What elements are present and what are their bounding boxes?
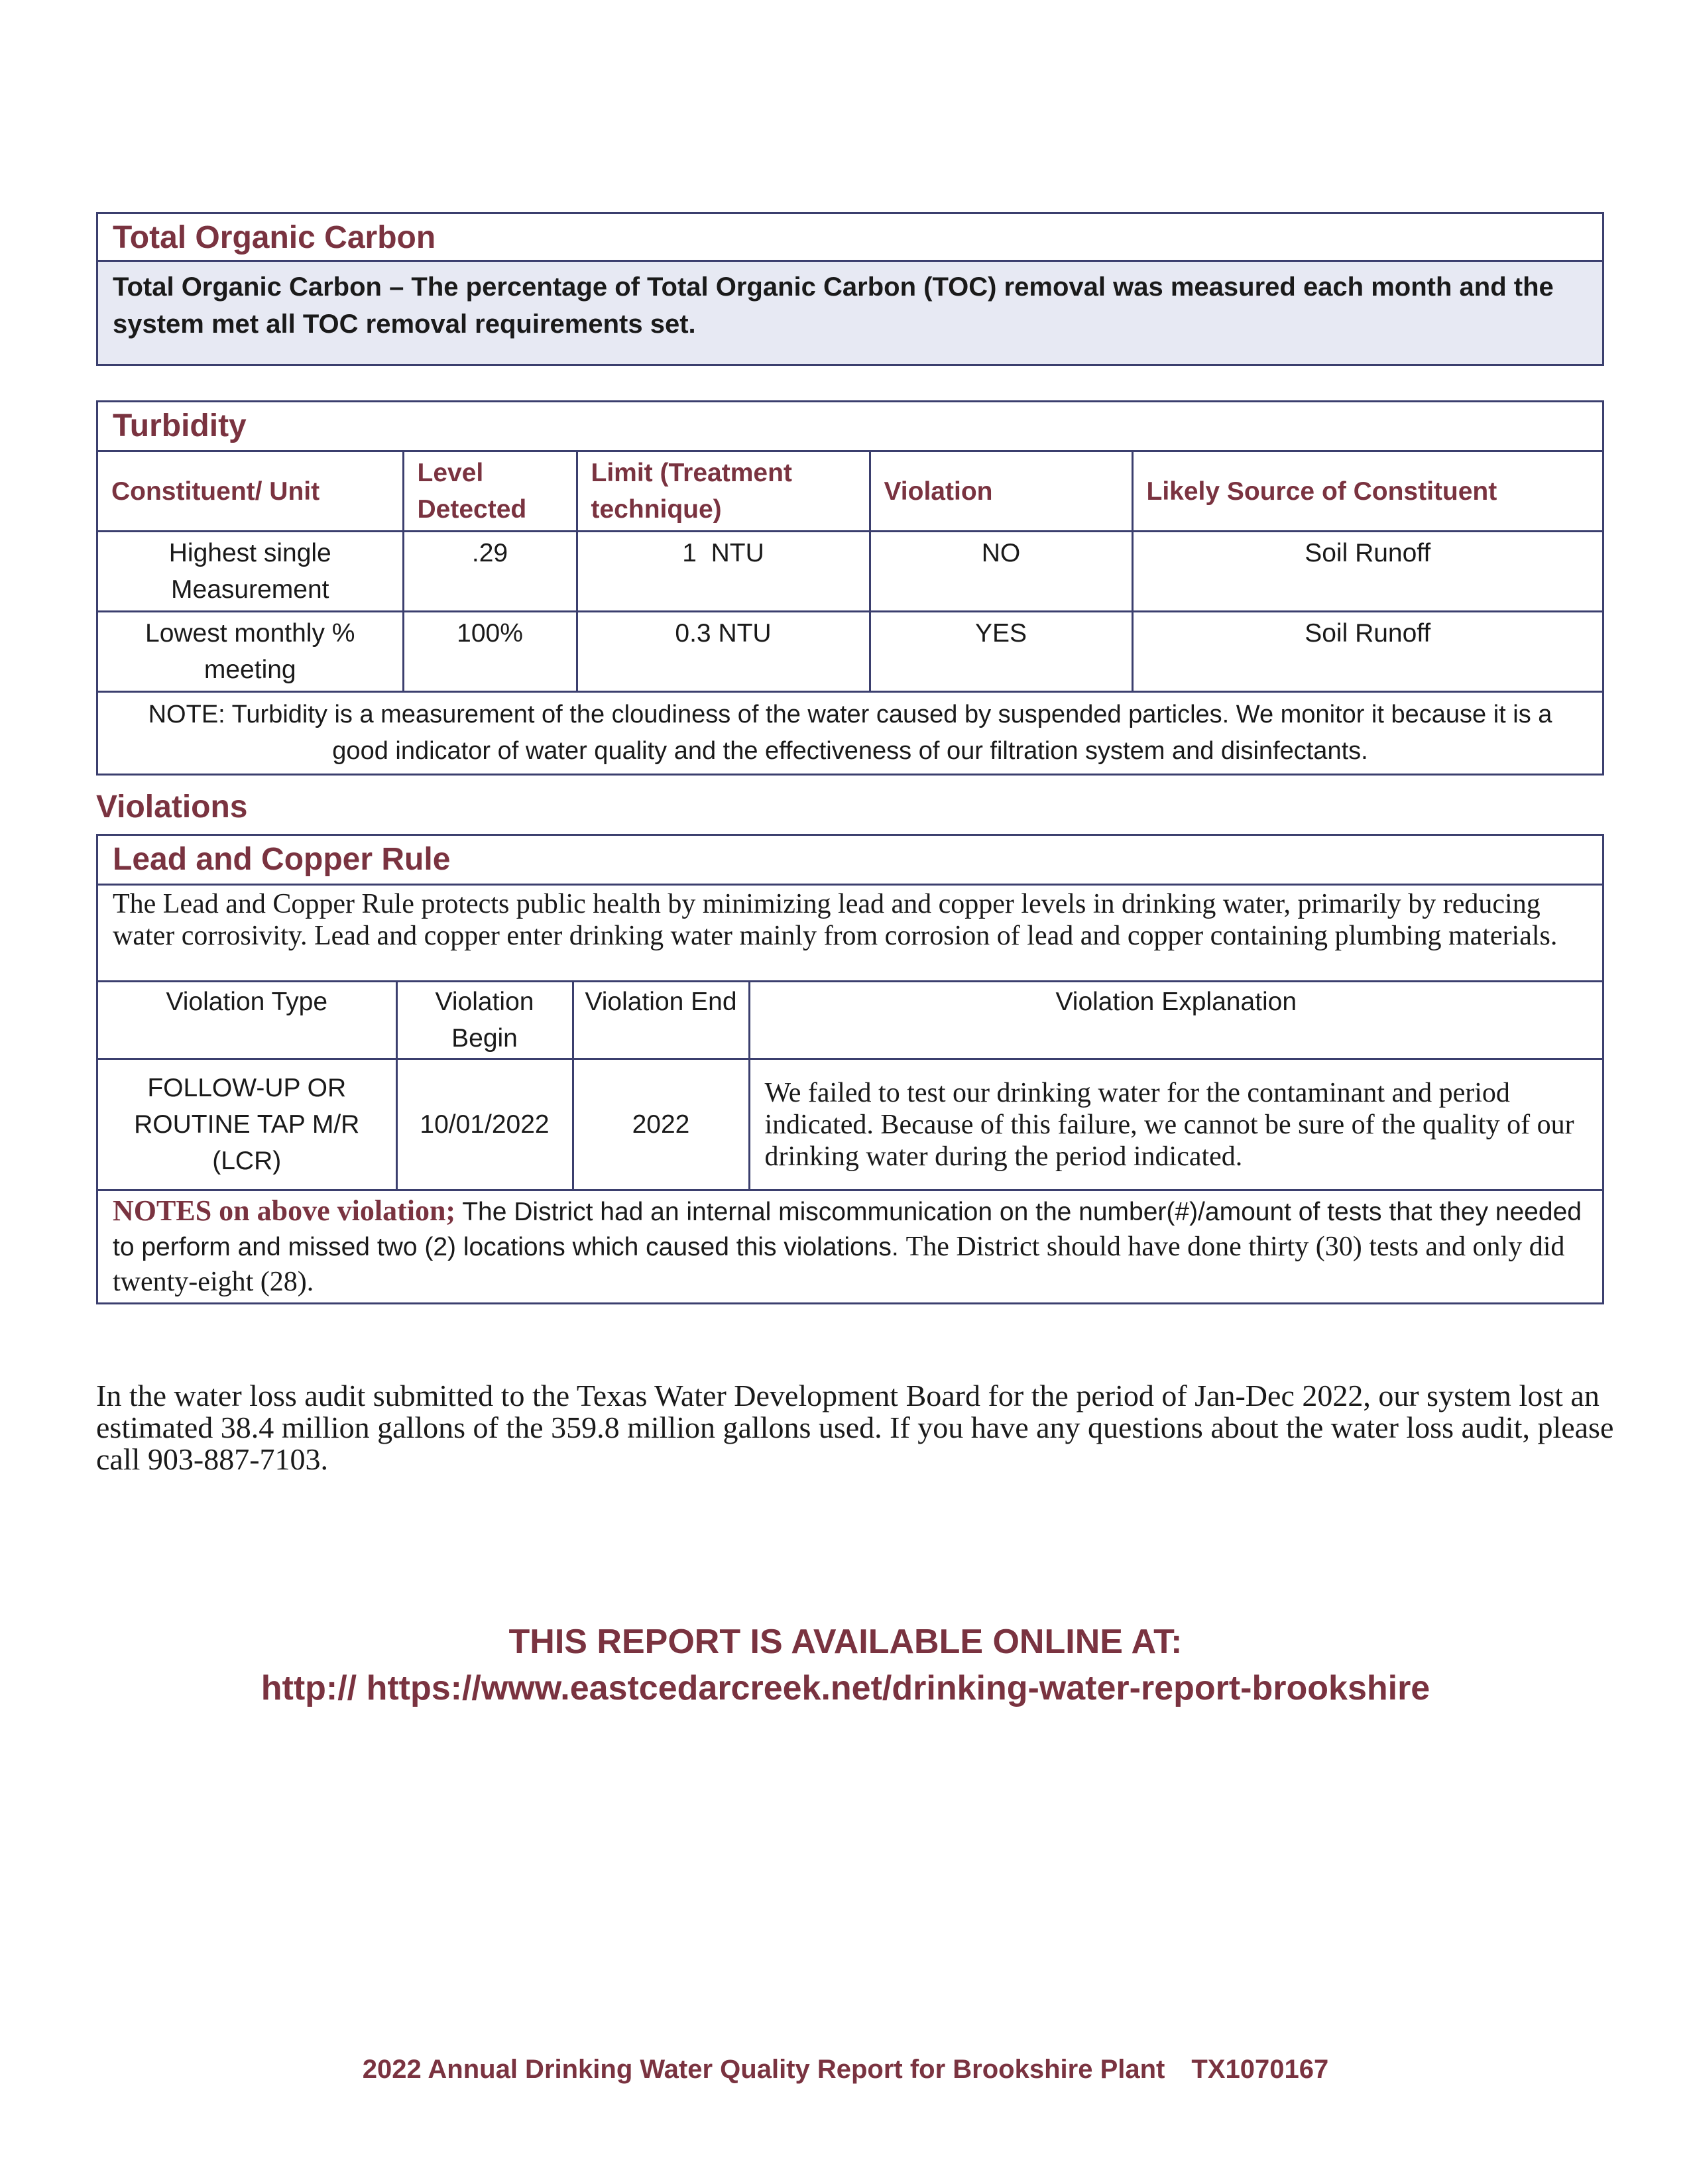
table-cell: NO [870,532,1132,612]
footer-title: 2022 Annual Drinking Water Quality Report for Brookshire Plant [362,2055,1165,2084]
table-cell: Highest single Measurement [98,532,403,612]
header-cell: Likely Source of Constituent [1132,451,1602,532]
header-cell: Violation Explanation [749,982,1602,1059]
table-cell: .29 [403,532,577,612]
turbidity-title: Turbidity [113,408,247,443]
violation-end: 2022 [573,1059,749,1190]
violation-type: FOLLOW-UP OR ROUTINE TAP M/R (LCR) [98,1059,396,1190]
online-availability [0,1619,1691,1711]
lead-copper-section [96,834,1604,1304]
toc-body: Total Organic Carbon – The percentage of Total Organic Carbon (TOC) removal was measured each month and the system met all TOC removal requirements set. [98,262,1602,364]
turbidity-note-row [98,692,1602,774]
table-cell: Soil Runoff [1132,612,1602,692]
lcr-title: Lead and Copper Rule [113,842,451,877]
table-cell: 0.3 NTU [577,612,870,692]
turbidity-section [96,400,1604,776]
header-cell: Level Detected [403,451,577,532]
header-cell: Violation End [573,982,749,1059]
violation-begin: 10/01/2022 [396,1059,573,1190]
header-cell: Violation [870,451,1132,532]
table-row [98,532,1602,612]
table-header-row [98,451,1602,532]
lcr-table [98,980,1602,1302]
notes-part2: The District should have done thirty (30) tests and only did twenty-eight (28). [113,1232,1565,1297]
turbidity-note: NOTE: Turbidity is a measurement of the cloudiness of the water caused by suspended particles. We monitor it because it is a good indicator of water quality and the effectiveness of our filtration system and disinfectants. [98,692,1602,774]
violations-heading: Violations [96,789,248,825]
violation-explanation: We failed to test our drinking water for the contaminant and period indicated. Because of this failure, we cannot be sure of the quality of our drinking water during the period indicated. [749,1059,1602,1190]
table-header-row [98,982,1602,1059]
online-heading: THIS REPORT IS AVAILABLE ONLINE AT: [508,1623,1183,1661]
header-cell: Violation Begin [396,982,573,1059]
notes-part1: The District had an internal miscommunication on the number(#)/amount of tests that they needed to perform and missed two (2) locations which caused this violations. [113,1198,1582,1261]
table-cell: YES [870,612,1132,692]
table-row [98,1059,1602,1190]
lcr-notes [98,1190,1602,1303]
toc-title: Total Organic Carbon [98,214,1602,262]
header-cell: Constituent/ Unit [98,451,403,532]
water-loss-paragraph: In the water loss audit submitted to the Texas Water Development Board for the period of Jan-Dec 2022, our system lost an estimated 38.4 million gallons of the 359.8 million gallons used. If you have any questions about the water loss audit, please call 903-887-7103. [96,1379,1614,1476]
table-cell: 1 NTU [577,532,870,612]
table-cell: Soil Runoff [1132,532,1602,612]
header-cell: Violation Type [98,982,396,1059]
turbidity-table [98,450,1602,774]
table-cell: Lowest monthly % meeting [98,612,403,692]
lcr-intro: The Lead and Copper Rule protects public health by minimizing lead and copper levels in drinking water, primarily by reducing water corrosivity. Lead and copper enter drinking water mainly from corrosion of lead and copper containing plumbing materials. [98,884,1602,980]
lcr-notes-row [98,1190,1602,1303]
notes-lead: NOTES on above violation; [113,1194,456,1227]
toc-section [96,212,1604,366]
table-cell: 100% [403,612,577,692]
table-row [98,612,1602,692]
header-cell: Limit (Treatment technique) [577,451,870,532]
page-footer [0,2055,1691,2085]
report-url-link[interactable]: http:// https://www.eastcedarcreek.net/drinking-water-report-brookshire [261,1669,1430,1707]
footer-system-code: TX1070167 [1191,2055,1329,2084]
